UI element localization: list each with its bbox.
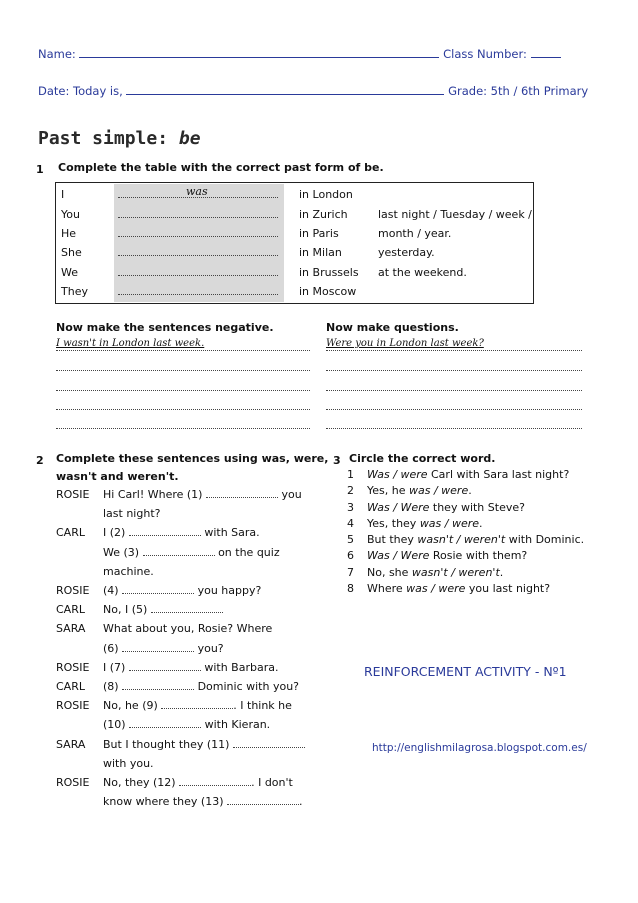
dialogue-line: No, I (5) (103, 600, 223, 619)
item-number: 5 (347, 533, 354, 547)
q1-instruction (58, 159, 384, 177)
blog-link[interactable]: http://englishmilagrosa.blogspot.com.es/ (372, 742, 587, 754)
table-row (56, 281, 533, 300)
item-number: 4 (347, 516, 354, 530)
past-be-table (55, 182, 534, 304)
reinforcement-title: REINFORCEMENT ACTIVITY - Nº1 (364, 664, 567, 679)
writing-line[interactable] (56, 428, 310, 429)
grade-label: Grade: 5th / 6th Primary (448, 84, 589, 98)
q1-instruction-text: Complete the table with the correct past form of be. (58, 161, 384, 174)
q3-instruction: Circle the correct word. (349, 452, 496, 465)
q2-number: 2 (36, 454, 44, 467)
date-label: Date: Today is, (38, 84, 123, 98)
city: in London (299, 188, 353, 201)
writing-line[interactable] (326, 428, 582, 429)
answer-blank[interactable] (122, 642, 194, 652)
answer-blank[interactable] (118, 217, 278, 218)
writing-line[interactable] (326, 409, 582, 410)
page-title (38, 128, 201, 149)
speaker: CARL (56, 526, 85, 540)
answer-blank[interactable] (129, 661, 201, 671)
word-choice[interactable]: Was / Were (367, 500, 430, 514)
speaker: SARA (56, 622, 86, 636)
name-line (38, 47, 561, 61)
answer-blank[interactable] (118, 275, 278, 276)
dialogue-line: Hi Carl! Where (1) you (103, 488, 302, 501)
table-row (56, 262, 533, 281)
speaker: SARA (56, 737, 86, 751)
negative-heading: Now make the sentences negative. (56, 321, 274, 334)
time-expression: yesterday. (378, 246, 435, 259)
questions-example: Were you in London last week? (326, 338, 484, 349)
time-expression: month / year. (378, 227, 452, 240)
item-number: 7 (347, 565, 354, 579)
q2-instruction-line: wasn't and weren't. (56, 470, 179, 483)
negative-example: I wasn't in London last week. (56, 338, 205, 349)
pronoun: I (61, 188, 65, 201)
date-field[interactable] (126, 85, 444, 95)
writing-line[interactable] (56, 390, 310, 391)
time-expression: at the weekend. (378, 266, 467, 279)
word-choice[interactable]: was / were (406, 582, 466, 596)
answer-blank[interactable] (233, 738, 305, 748)
speaker: CARL (56, 680, 85, 693)
item-number: 1 (347, 468, 354, 481)
answer-blank[interactable] (118, 255, 278, 256)
item-number: 3 (347, 500, 354, 514)
dialogue (56, 485, 316, 815)
answer-blank[interactable] (143, 546, 215, 556)
dialogue-line: (8) Dominic with you? (103, 680, 300, 693)
table-row (56, 242, 533, 261)
date-line (38, 84, 588, 98)
speaker: ROSIE (56, 660, 90, 674)
speaker: ROSIE (56, 584, 90, 597)
city: in Zurich (299, 208, 348, 221)
time-expression: last night / Tuesday / week / (378, 208, 532, 221)
dialogue-line: I (7) with Barbara. (103, 660, 279, 674)
speaker: ROSIE (56, 488, 90, 501)
word-choice[interactable]: was / were (409, 484, 469, 498)
speaker: ROSIE (56, 776, 90, 789)
name-field[interactable] (79, 48, 439, 58)
questions-heading: Now make questions. (326, 321, 459, 334)
answer-blank[interactable] (118, 294, 278, 295)
class-number-field[interactable] (531, 48, 561, 58)
dialogue-line: last night? (103, 507, 161, 521)
title-word: be (178, 128, 201, 149)
dialogue-line: machine. (103, 564, 154, 578)
answer-blank[interactable] (161, 699, 233, 709)
word-choice[interactable]: was / were (419, 516, 480, 530)
q2-instruction (56, 450, 328, 486)
city: in Milan (299, 246, 342, 259)
writing-line[interactable] (56, 350, 310, 351)
dialogue-line: No, they (12) . I don't (103, 776, 293, 789)
dialogue-line: (6) you? (103, 641, 224, 655)
dialogue-line: (10) with Kieran. (103, 718, 271, 732)
city: in Paris (299, 227, 339, 240)
word-choice[interactable]: Was / Were (367, 549, 430, 563)
writing-line[interactable] (326, 350, 582, 351)
table-row (56, 204, 533, 223)
item-number: 8 (347, 582, 354, 596)
table-row (56, 184, 533, 203)
answer-blank[interactable] (129, 526, 201, 536)
pronoun: You (61, 208, 80, 221)
table-row (56, 223, 533, 242)
answer-blank[interactable] (129, 718, 201, 728)
q3-number: 3 (333, 454, 341, 467)
name-label: Name: (38, 47, 76, 61)
writing-line[interactable] (56, 370, 310, 371)
class-number-label: Class Number: (443, 47, 527, 61)
answer-blank[interactable] (122, 584, 194, 594)
answer-blank[interactable] (206, 488, 278, 498)
dialogue-line: know where they (13) . (103, 795, 303, 809)
word-choice[interactable]: wasn't / weren't (411, 565, 500, 579)
answer-blank[interactable] (151, 603, 223, 613)
answer-blank[interactable] (122, 680, 194, 690)
answer-blank[interactable] (118, 236, 278, 237)
dialogue-line: (4) you happy? (103, 584, 262, 597)
writing-line[interactable] (326, 370, 582, 371)
example-answer: was (186, 185, 208, 198)
dialogue-line: What about you, Rosie? Where (103, 622, 273, 636)
q1-number: 1 (36, 163, 44, 176)
city: in Moscow (299, 285, 357, 298)
writing-line[interactable] (56, 409, 310, 410)
city: in Brussels (299, 266, 359, 279)
answer-blank[interactable] (227, 795, 299, 805)
answer-blank[interactable] (179, 776, 251, 786)
speaker: CARL (56, 603, 85, 617)
writing-line[interactable] (326, 390, 582, 391)
item-number: 2 (347, 484, 354, 498)
dialogue-line: No, he (9) . I think he (103, 699, 292, 713)
dialogue-line: I (2) with Sara. (103, 526, 260, 540)
dialogue-line: But I thought they (11) (103, 735, 305, 754)
item-number: 6 (347, 549, 354, 563)
pronoun: They (61, 285, 88, 298)
speaker: ROSIE (56, 699, 90, 713)
pronoun: We (61, 266, 78, 279)
word-choice[interactable]: wasn't / weren't (417, 533, 506, 547)
q2-instruction-line: Complete these sentences using was, were, (56, 452, 329, 465)
dialogue-line: with you. (103, 756, 154, 770)
title-text: Past simple: (38, 128, 169, 149)
word-choice[interactable]: Was / were (367, 468, 428, 481)
dialogue-line: We (3) on the quiz (103, 545, 280, 559)
pronoun: He (61, 227, 77, 240)
pronoun: She (61, 246, 82, 259)
